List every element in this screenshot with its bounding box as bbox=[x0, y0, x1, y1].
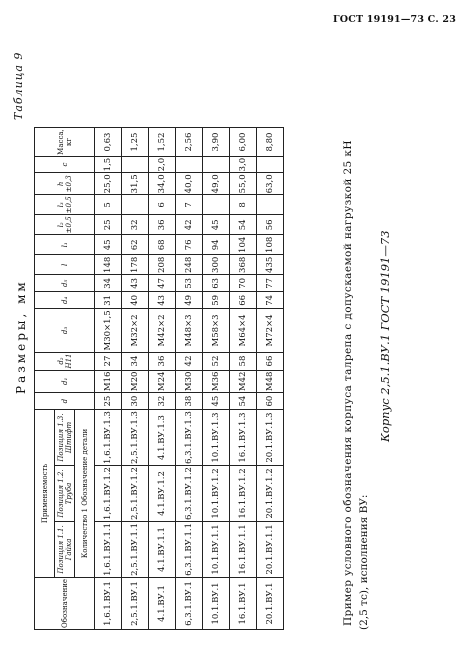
table-cell: 20.1.ВУ.1.1 bbox=[257, 521, 284, 577]
table-cell: 20.1.ВУ.1.3 bbox=[257, 410, 284, 466]
table-cell: 45 bbox=[203, 215, 230, 235]
table-cell: 34 bbox=[95, 275, 122, 292]
table-cell: М72×4 bbox=[257, 309, 284, 352]
table-cell: 40 bbox=[122, 292, 149, 309]
table-cell: М42×2 bbox=[149, 309, 176, 352]
header-d5: d₅ bbox=[35, 275, 95, 292]
table-cell: 32 bbox=[149, 393, 176, 410]
header-l: l bbox=[35, 255, 95, 275]
table-cell: 42 bbox=[176, 352, 203, 370]
header-position-nut: Позиция 1.1. Гайка bbox=[55, 521, 75, 577]
header-d2: d₂ H11 bbox=[35, 352, 95, 370]
table-number: Таблица 9 bbox=[12, 51, 25, 120]
table-cell: 108 bbox=[257, 235, 284, 255]
table-cell: М64×4 bbox=[230, 309, 257, 352]
table-cell: 16.1.ВУ.1 bbox=[230, 577, 257, 629]
table-cell: 70 bbox=[230, 275, 257, 292]
header-position-tube: Позиция 1.2. Труба bbox=[55, 466, 75, 522]
table-cell: М32×2 bbox=[122, 309, 149, 352]
table-row bbox=[230, 128, 257, 630]
table-row bbox=[176, 128, 203, 630]
table-cell: 1,5 bbox=[95, 156, 122, 173]
table-cell: 30 bbox=[122, 393, 149, 410]
table-cell: 66 bbox=[257, 352, 284, 370]
table-cell: М30 bbox=[176, 370, 203, 393]
table-cell: 31 bbox=[95, 292, 122, 309]
table-cell: М36 bbox=[203, 370, 230, 393]
table-cell: 10.1.ВУ.1.3 bbox=[203, 410, 230, 466]
table-cell: 20.1.ВУ.1 bbox=[257, 577, 284, 629]
table-cell: 10.1.ВУ.1 bbox=[203, 577, 230, 629]
table-cell: 6 bbox=[149, 195, 176, 215]
header-l1: l₁ bbox=[35, 235, 95, 255]
header-l3: l₃ ±0,5 bbox=[35, 195, 95, 215]
table-cell: 7 bbox=[176, 195, 203, 215]
header-d3: d₃ bbox=[35, 309, 95, 352]
table-cell: 178 bbox=[122, 255, 149, 275]
table-cell: М20 bbox=[122, 370, 149, 393]
rotated-content bbox=[12, 30, 402, 640]
table-cell: М42 bbox=[230, 370, 257, 393]
example-text-continued: (2,5 тс), исполнения ВУ: bbox=[358, 494, 370, 630]
example-designation: Корпус 2,5.1.ВУ.1 ГОСТ 19191—73 bbox=[378, 230, 392, 442]
table-cell: 6,3.1.ВУ.1.2 bbox=[176, 466, 203, 522]
table-cell: 94 bbox=[203, 235, 230, 255]
table-cell: 16.1.ВУ.1.3 bbox=[230, 410, 257, 466]
header-h: h ±0,3 bbox=[35, 173, 95, 195]
table-cell: 25 bbox=[95, 215, 122, 235]
table-cell: 62 bbox=[122, 235, 149, 255]
table-cell: 59 bbox=[203, 292, 230, 309]
table-cell: 4.1.ВУ.1.2 bbox=[149, 466, 176, 522]
table-cell: 43 bbox=[149, 292, 176, 309]
table-cell: 42 bbox=[176, 215, 203, 235]
table-cell: 74 bbox=[257, 292, 284, 309]
table-cell: 2,5.1.ВУ.1 bbox=[122, 577, 149, 629]
table-cell bbox=[203, 156, 230, 173]
page-header: ГОСТ 19191—73 С. 23 bbox=[333, 14, 456, 25]
table-cell: 1,6.1.ВУ.1.1 bbox=[95, 521, 122, 577]
table-cell: М30×1,5 bbox=[95, 309, 122, 352]
example-text: Пример условного обозначения корпуса талрепа с допускаемой нагрузкой 25 кН bbox=[342, 140, 354, 626]
table-cell: 77 bbox=[257, 275, 284, 292]
table-cell: 68 bbox=[149, 235, 176, 255]
header-d: d bbox=[35, 393, 95, 410]
table-cell bbox=[122, 156, 149, 173]
table-row bbox=[149, 128, 176, 630]
header-l2: l₂ ±0,5 bbox=[35, 215, 95, 235]
table-cell: 58 bbox=[230, 352, 257, 370]
table-cell bbox=[203, 195, 230, 215]
sizes-caption: Размеры, мм bbox=[14, 279, 28, 394]
table-cell: 2,5.1.ВУ.1.1 bbox=[122, 521, 149, 577]
table-cell: 49,0 bbox=[203, 173, 230, 195]
table-cell: 76 bbox=[176, 235, 203, 255]
table-cell: 300 bbox=[203, 255, 230, 275]
table-cell: 36 bbox=[149, 215, 176, 235]
table-cell: 55,0 bbox=[230, 173, 257, 195]
header-designation: Обозначение bbox=[35, 577, 95, 629]
table-row bbox=[95, 128, 122, 630]
table-cell: 6,3.1.ВУ.1 bbox=[176, 577, 203, 629]
table-cell: 2,56 bbox=[176, 128, 203, 157]
table-cell: М48×3 bbox=[176, 309, 203, 352]
table-cell: 40,0 bbox=[176, 173, 203, 195]
table-row bbox=[203, 128, 230, 630]
table-cell: 10.1.ВУ.1.1 bbox=[203, 521, 230, 577]
table-cell: 208 bbox=[149, 255, 176, 275]
header-part-designation: Обозначение детали bbox=[80, 428, 89, 506]
table-cell: 45 bbox=[95, 235, 122, 255]
caption-row bbox=[12, 40, 32, 640]
header-quantity bbox=[75, 410, 95, 578]
table-cell: 52 bbox=[203, 352, 230, 370]
header-d4: d₄ bbox=[35, 292, 95, 309]
table-cell: 31,5 bbox=[122, 173, 149, 195]
table-cell: 49 bbox=[176, 292, 203, 309]
table-cell bbox=[176, 156, 203, 173]
table-cell: 60 bbox=[257, 393, 284, 410]
table-cell: 56 bbox=[257, 215, 284, 235]
table-cell: 8 bbox=[230, 195, 257, 215]
table-cell: 3,0 bbox=[230, 156, 257, 173]
table-cell: 16.1.ВУ.1.1 bbox=[230, 521, 257, 577]
header-c: c bbox=[35, 156, 95, 173]
table-cell: 32 bbox=[122, 215, 149, 235]
table-cell: М58×3 bbox=[203, 309, 230, 352]
table-cell: 53 bbox=[176, 275, 203, 292]
table-cell: 104 bbox=[230, 235, 257, 255]
table-cell: 2,5.1.ВУ.1.2 bbox=[122, 466, 149, 522]
table-cell: 2,0 bbox=[149, 156, 176, 173]
table-cell: 368 bbox=[230, 255, 257, 275]
table-cell: 5 bbox=[95, 195, 122, 215]
table-cell: 66 bbox=[230, 292, 257, 309]
table-cell: 20.1.ВУ.1.2 bbox=[257, 466, 284, 522]
table-cell: 6,00 bbox=[230, 128, 257, 157]
table-cell bbox=[257, 195, 284, 215]
header-d1: d₁ bbox=[35, 370, 95, 393]
table-cell: 1,6.1.ВУ.1 bbox=[95, 577, 122, 629]
table-cell: 148 bbox=[95, 255, 122, 275]
table-cell: 6,3.1.ВУ.1.3 bbox=[176, 410, 203, 466]
table-cell: 4.1.ВУ.1 bbox=[149, 577, 176, 629]
table-cell: 435 bbox=[257, 255, 284, 275]
table-cell: 34 bbox=[122, 352, 149, 370]
table-cell bbox=[122, 195, 149, 215]
table-cell: 1,6.1.ВУ.1.3 bbox=[95, 410, 122, 466]
table-cell: 45 bbox=[203, 393, 230, 410]
table-cell: 27 bbox=[95, 352, 122, 370]
table-cell: 8,80 bbox=[257, 128, 284, 157]
table-cell: 1,6.1.ВУ.1.2 bbox=[95, 466, 122, 522]
table-cell: 36 bbox=[149, 352, 176, 370]
table-cell: 25,0 bbox=[95, 173, 122, 195]
table-body bbox=[95, 128, 284, 630]
table-cell: 47 bbox=[149, 275, 176, 292]
table-cell: 0,63 bbox=[95, 128, 122, 157]
table-cell: 4.1.ВУ.1.1 bbox=[149, 521, 176, 577]
table-row bbox=[257, 128, 284, 630]
table-cell: 16.1.ВУ.1.2 bbox=[230, 466, 257, 522]
table-cell: 1,52 bbox=[149, 128, 176, 157]
table-cell: М16 bbox=[95, 370, 122, 393]
table-cell bbox=[257, 156, 284, 173]
table-cell: 3,90 bbox=[203, 128, 230, 157]
table-cell: 54 bbox=[230, 215, 257, 235]
table-cell: М48 bbox=[257, 370, 284, 393]
header-quantity-value: 1 bbox=[80, 507, 89, 513]
table-cell: 54 bbox=[230, 393, 257, 410]
table-cell: 63,0 bbox=[257, 173, 284, 195]
table-cell: 25 bbox=[95, 393, 122, 410]
table-cell: 2,5.1.ВУ.1.3 bbox=[122, 410, 149, 466]
table-row bbox=[122, 128, 149, 630]
header-applicability: Применяемость bbox=[35, 410, 55, 578]
header-position-pin: Позиция 1.3. Штифт bbox=[55, 410, 75, 466]
table-cell: 10.1.ВУ.1.2 bbox=[203, 466, 230, 522]
table-cell: 248 bbox=[176, 255, 203, 275]
table-cell: М24 bbox=[149, 370, 176, 393]
table-cell: 38 bbox=[176, 393, 203, 410]
table-cell: 1,25 bbox=[122, 128, 149, 157]
spec-table bbox=[34, 127, 284, 630]
table-cell: 6,3.1.ВУ.1.1 bbox=[176, 521, 203, 577]
table-cell: 43 bbox=[122, 275, 149, 292]
header-quantity-label: Количество bbox=[80, 514, 89, 559]
table-cell: 63 bbox=[203, 275, 230, 292]
header-mass: Масса, кг bbox=[35, 128, 95, 157]
table-cell: 34,0 bbox=[149, 173, 176, 195]
table-cell: 4.1.ВУ.1.3 bbox=[149, 410, 176, 466]
